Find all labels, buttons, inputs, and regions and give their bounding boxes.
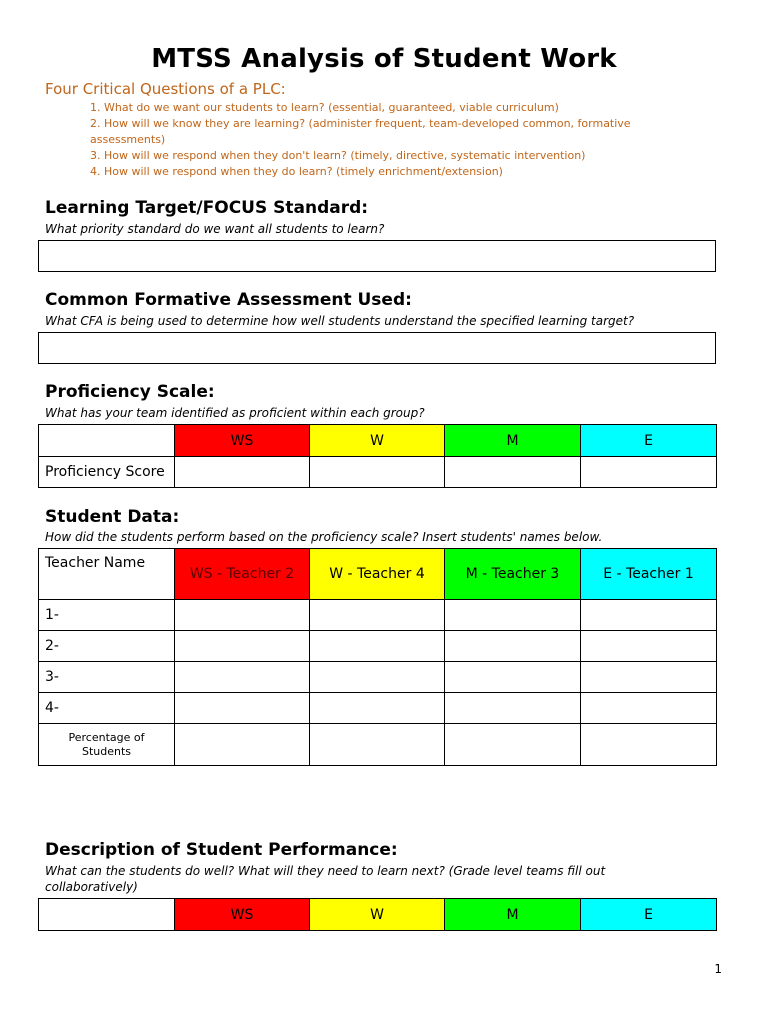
column-w: W xyxy=(310,899,445,931)
column-ws-teacher: WS - Teacher 2 xyxy=(175,549,310,600)
proficiency-table xyxy=(38,424,717,488)
blank-cell xyxy=(39,425,175,457)
plc-question-list xyxy=(90,100,690,180)
student-data-heading: Student Data: xyxy=(45,507,180,527)
plc-question: 2. How will we know they are learning? (administer frequent, team-developed common, formative assessments) xyxy=(90,117,631,146)
learning-target-prompt: What priority standard do we want all students to learn? xyxy=(45,222,385,236)
plc-heading: Four Critical Questions of a PLC: xyxy=(45,80,286,98)
plc-question: 4. How will we respond when they do learn? (timely enrichment/extension) xyxy=(90,165,503,178)
student-cell[interactable] xyxy=(581,600,717,631)
cfa-input[interactable] xyxy=(38,332,716,364)
column-m: M xyxy=(445,425,581,457)
description-header-row xyxy=(39,899,717,931)
row-label: 4- xyxy=(39,693,175,724)
cfa-heading: Common Formative Assessment Used: xyxy=(45,290,412,310)
teacher-name-label: Teacher Name xyxy=(39,549,175,600)
student-data-prompt: How did the students perform based on the proficiency scale? Insert students' names below. xyxy=(45,530,603,544)
column-ws: WS xyxy=(175,899,310,931)
row-label: 3- xyxy=(39,662,175,693)
student-data-header-row xyxy=(39,549,717,600)
student-cell[interactable] xyxy=(310,600,445,631)
table-row xyxy=(39,693,717,724)
learning-target-heading: Learning Target/FOCUS Standard: xyxy=(45,198,369,218)
student-cell[interactable] xyxy=(175,662,310,693)
plc-question: 1. What do we want our students to learn? (essential, guaranteed, viable curriculum) xyxy=(90,101,559,114)
table-row xyxy=(39,631,717,662)
proficiency-cell-ws[interactable] xyxy=(175,457,310,488)
proficiency-prompt: What has your team identified as proficient within each group? xyxy=(45,406,425,420)
percentage-cell[interactable] xyxy=(445,724,581,766)
column-e: E xyxy=(581,899,717,931)
student-cell[interactable] xyxy=(310,631,445,662)
student-cell[interactable] xyxy=(581,631,717,662)
column-e-teacher: E - Teacher 1 xyxy=(581,549,717,600)
proficiency-heading: Proficiency Scale: xyxy=(45,382,215,402)
student-cell[interactable] xyxy=(445,662,581,693)
student-data-table xyxy=(38,548,717,766)
percentage-label: Percentage of Students xyxy=(39,724,175,766)
percentage-cell[interactable] xyxy=(581,724,717,766)
page-number: 1 xyxy=(714,962,722,976)
student-cell[interactable] xyxy=(175,631,310,662)
column-w: W xyxy=(310,425,445,457)
student-cell[interactable] xyxy=(581,662,717,693)
student-cell[interactable] xyxy=(310,693,445,724)
student-cell[interactable] xyxy=(175,693,310,724)
proficiency-score-row xyxy=(39,457,717,488)
row-label: 2- xyxy=(39,631,175,662)
description-table xyxy=(38,898,717,931)
cfa-prompt: What CFA is being used to determine how well students understand the specified learning target? xyxy=(45,314,635,328)
percentage-row xyxy=(39,724,717,766)
student-cell[interactable] xyxy=(445,693,581,724)
column-w-teacher: W - Teacher 4 xyxy=(310,549,445,600)
column-ws: WS xyxy=(175,425,310,457)
percentage-cell[interactable] xyxy=(175,724,310,766)
column-e: E xyxy=(581,425,717,457)
learning-target-input[interactable] xyxy=(38,240,716,272)
proficiency-score-label: Proficiency Score xyxy=(39,457,175,488)
proficiency-cell-m[interactable] xyxy=(445,457,581,488)
percentage-cell[interactable] xyxy=(310,724,445,766)
student-cell[interactable] xyxy=(581,693,717,724)
row-label: 1- xyxy=(39,600,175,631)
plc-question: 3. How will we respond when they don't learn? (timely, directive, systematic intervention) xyxy=(90,149,586,162)
description-heading: Description of Student Performance: xyxy=(45,840,398,860)
student-cell[interactable] xyxy=(445,600,581,631)
table-row xyxy=(39,600,717,631)
proficiency-header-row xyxy=(39,425,717,457)
page-title: MTSS Analysis of Student Work xyxy=(151,44,617,74)
blank-cell xyxy=(39,899,175,931)
table-row xyxy=(39,662,717,693)
description-prompt: What can the students do well? What will they need to learn next? (Grade level teams fill out collaboratively) xyxy=(45,864,606,894)
proficiency-cell-e[interactable] xyxy=(581,457,717,488)
student-cell[interactable] xyxy=(310,662,445,693)
student-cell[interactable] xyxy=(445,631,581,662)
column-m-teacher: M - Teacher 3 xyxy=(445,549,581,600)
proficiency-cell-w[interactable] xyxy=(310,457,445,488)
student-cell[interactable] xyxy=(175,600,310,631)
column-m: M xyxy=(445,899,581,931)
